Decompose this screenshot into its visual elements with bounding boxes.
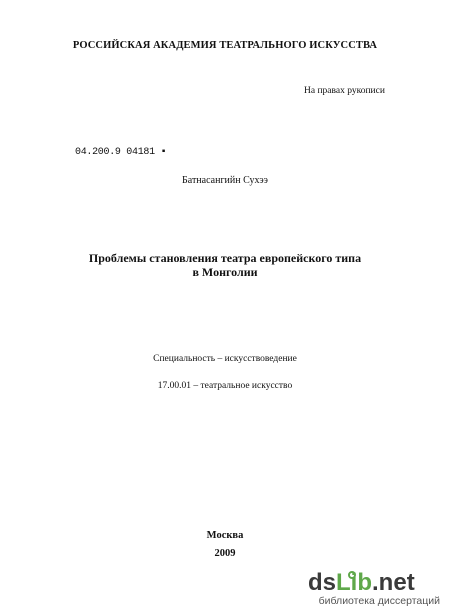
dissertation-title-line-1: Проблемы становления театра европейского типа	[88, 251, 362, 265]
rights-note: На правах рукописи	[304, 86, 385, 96]
dslib-watermark[interactable]	[268, 566, 440, 610]
organization-heading: РОССИЙСКАЯ АКАДЕМИЯ ТЕАТРАЛЬНОГО ИСКУССТВА	[72, 40, 378, 51]
archive-stamp	[75, 147, 166, 158]
city: Москва	[206, 530, 244, 541]
year: 2009	[214, 548, 236, 559]
author-name: Батнасангийн Сухээ	[182, 175, 268, 186]
specialty-line-2: 17.00.01 – театральное искусство	[157, 381, 293, 391]
watermark-caption: библиотека диссертаций	[318, 595, 440, 607]
dslib-logo-icon	[268, 566, 440, 596]
stamp-number: 04.200.9 04181	[75, 147, 155, 158]
dissertation-title-line-2: в Монголии	[192, 265, 258, 279]
stamp-mark: ▪	[154, 147, 167, 158]
svg-text:dsLib.net: dsLib.net	[308, 569, 415, 596]
specialty-line-1: Специальность – искусствоведение	[153, 354, 297, 364]
